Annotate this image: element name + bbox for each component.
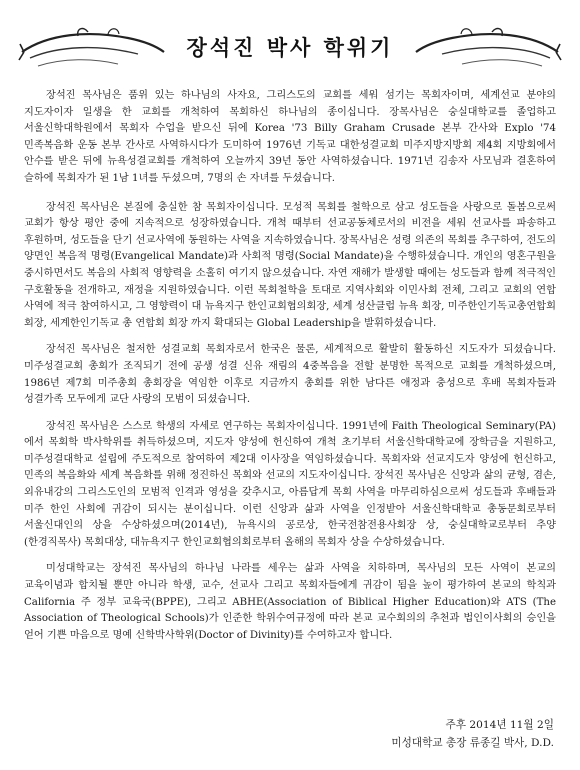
header: [0, 18, 580, 78]
signature-date: 주후 2014년 11월 2일: [445, 719, 554, 731]
paragraph-5: 미성대학교는 장석진 목사님의 하나님 나라를 세우는 삶과 사역을 치하하며, 목사님의 모든 사역이 본교의 교육이념과 합치될 뿐만 아니라 학생, 교수, 선교사 그리고 목회자들에게 귀감이 됨을 높이 평가하여 본교의 학칙과 California 주 정부 교육국(BPPE), 그리고 ABHE(Association of Biblical Higher Education)와 ATS (The Association of Theological Schools)가 인준한 학위수여규정에 따라 본교 교수회의의 추천과 법인이사회의 승인을 얻어 기쁜 마음으로 명예 신학박사학위(Doctor of Divinity)를 수여하고자 합니다.: [24, 563, 556, 641]
document-title: 장석진 박사 학위기: [186, 35, 394, 60]
document-body: [24, 88, 556, 654]
paragraph-3: 장석진 목사님은 철저한 성결교회 목회자로서 한국은 물론, 세계적으로 활발히 활동하신 지도자가 되셨습니다. 미주성결교회 총회가 조직되기 전에 공생 성결 신유 재림의 4중복음을 전할 분명한 목적으로 교회를 개척하셨으며, 1986년 제7회 미주총회 총회장을 역임한 이후로 지금까지 총회를 위한 남다른 애정과 충성으로 후배 목회자들과 성결가족 모두에게 교단 사랑의 모범이 되셨습니다.: [24, 344, 556, 406]
paragraph-2: 장석진 목사님은 본질에 충실한 참 목회자이십니다. 모성적 목회를 철학으로 삼고 성도들을 사랑으로 돌봄으로써 교회가 항상 평안 중에 지속적으로 성장하였습니다. 개척 때부터 선교공동체로서의 비전을 세워 선교사를 파송하고 후원하며, 성도들을 단기 선교사역에 동원하는 사역을 지속하였습니다. 장목사님은 성령 의존의 목회를 추구하여, 전도의 양면인 복음적 명령(Evangelical Mandate)과 사회적 명령(Social Mandate)을 수행하셨습니다. 개인의 영혼구원을 중시하면서도 복음의 사회적 영향력을 소홀히 여기지 않으셨습니다. 자연 재해가 발생할 때에는 성도들과 함께 적극적인 구호활동을 전개하고, 재정을 지원하였습니다. 이런 목회철학을 토대로 지역사회와 이민사회 전체, 그리고 교회의 연합 사역에 적극 참여하시고, 그 영향력이 대 뉴욕지구 한인교회협의회장, 세계 성산클럽 뉴욕 회장, 미주한인기독교총연합회 회장, 세계한인기독교 총 연합회 회장 까지 확대되는 Global Leadership을 발휘하셨습니다.: [24, 201, 556, 329]
paragraph-4: 장석진 목사님은 스스로 학생의 자세로 연구하는 목회자이십니다. 1991년에 Faith Theological Seminary(PA)에서 목회학 박사학위를 취득하셨으며, 지도자 양성에 헌신하여 개척 초기부터 서울신학대학교에 장학금을 지원하고, 미주성결대학교 설립에 주도적으로 참여하여 제2대 이사장을 역임하셨습니다. 목회자와 선교지도자 양성에 헌신하고, 민족의 복음화와 세계 복음화를 위해 정진하신 목회와 선교의 지도자이십니다. 장석진 목사님은 신앙과 삶의 균형, 겸손, 외유내강의 그리스도인의 모범적 인격과 영성을 갖추시고, 아름답게 목회 사역을 마무리하심으로써 성도들과 후배들과 미주 한인 사회에 귀감이 되시는 분이십니다. 이런 신앙과 삶과 사역을 인정받아 서울신학대학교 총동문회로부터 서울신대인의 상을 수상하셨으며(2014년), 뉴욕시의 공로상, 한국전참전용사회장 상, 숭실대학교로부터 추양(한경직목사) 목회대상, 대뉴욕지구 한인교회협의회로부터 올해의 목회자 상을 수상하셨습니다.: [24, 420, 556, 548]
signature-block: [391, 716, 554, 752]
signature-name: 미성대학교 총장 류종길 박사, D.D.: [391, 737, 554, 749]
paragraph-1: 장석진 목사님은 품위 있는 하나님의 사자요, 그리스도의 교회를 세워 섬기는 목회자이며, 세계선교 분야의 지도자이자 일생을 한 교회를 개척하여 목회하신 하나님의 종이십니다. 장목사님은 숭실대학교를 졸업하고 서울신학대학원에서 목회자 수업을 받으신 뒤에 Korea '73 Billy Graham Crusade 본부 간사와 Explo '74 민족복음화 운동 본부 간사로 사역하시다가 도미하여 1976년 기독교 대한성결교회 미주지방지방회 제4회 지방회에서 안수를 받은 뒤에 뉴욕성결교회를 개척하여 오늘까지 39년 동안 사역하셨습니다. 1971년 김송자 사모님과 결혼하여 슬하에 목회자가 된 1남 1녀를 두셨으며, 7명의 손 자녀를 두셨습니다.: [24, 90, 556, 184]
